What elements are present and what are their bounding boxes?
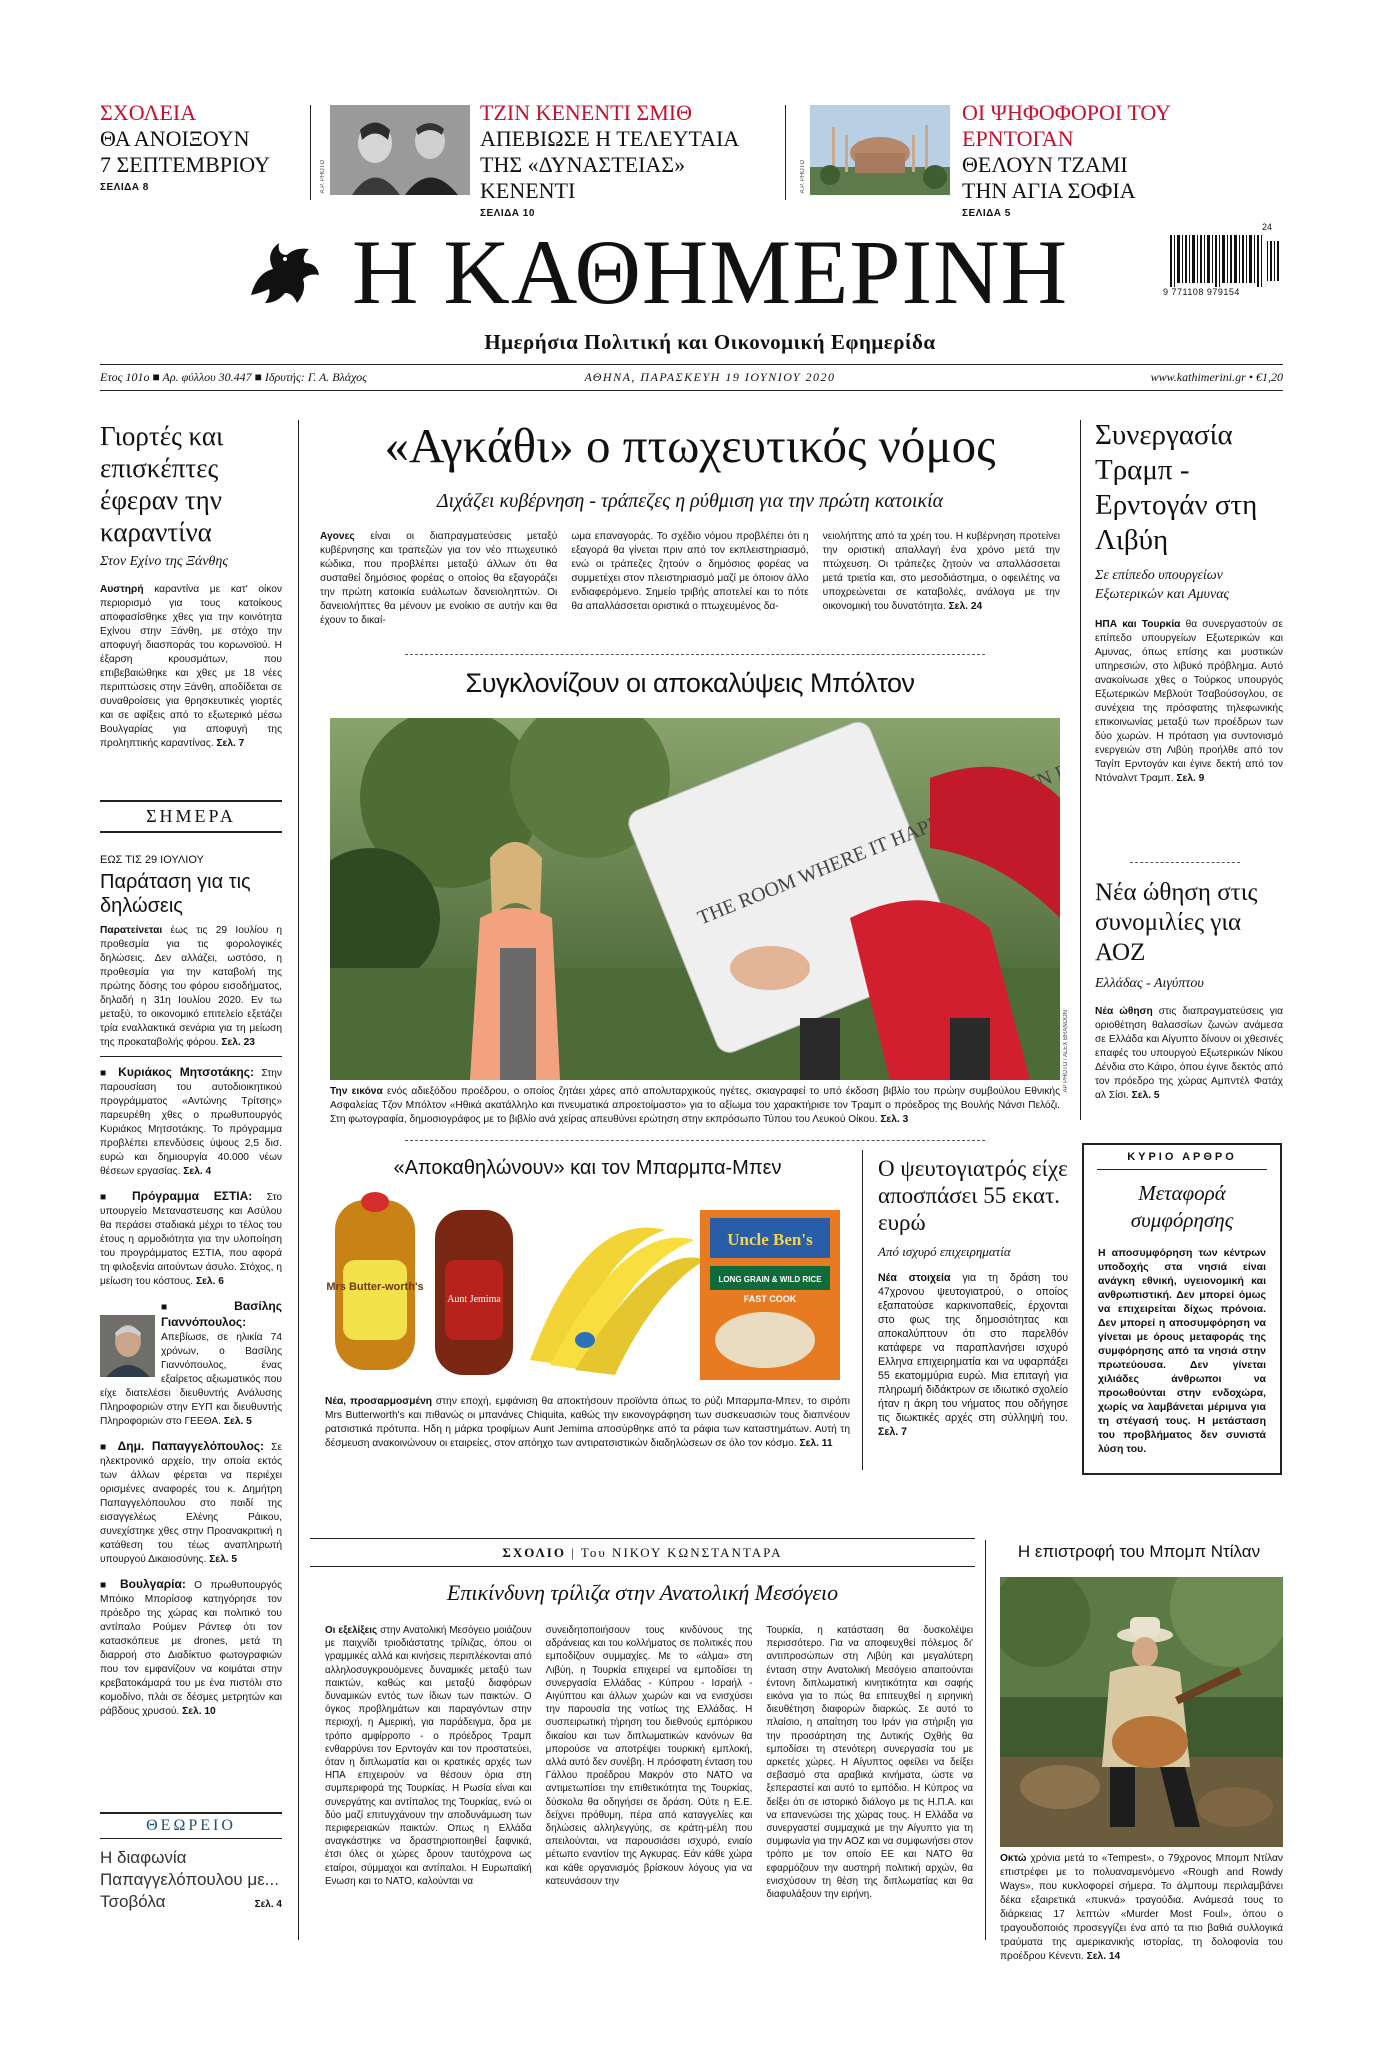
main-deck: Διχάζει κυβέρνηση - τράπεζες η ρύθμιση για την πρώτη κατοικία: [436, 490, 944, 512]
teaser-page-ref: ΣΕΛΙΔΑ 8: [100, 182, 149, 193]
masthead-subtitle: Ημερήσια Πολιτική και Οικονομική Εφημερίδα: [484, 330, 936, 354]
photo-headline[interactable]: Συγκλονίζουν οι αποκαλύψεις Μπόλτον: [465, 668, 915, 698]
commentary-header: ΣΧΟΛΙΟ | Του ΝΙΚΟΥ ΚΩΝΣΤΑΝΤΑΡΑ: [502, 1545, 783, 1560]
deadline-body: Παρατείνεται έως τις 29 Ιουλίου η προθεσμία για τις φορολογικές δηλώσεις. Δεν αλλάζει, ωστόσο, η προθεσμία για την καταβολή της πρώτης δόσης του φόρου εισοδήματος, δηλαδή η 31η Ιουλίου 2020. Εν τω μεταξύ, το οικονομικό επιτελείο εξετάζει τρία εναλλακτικά σενάρια για τη μείωση της προκαταβολής φόρου. Σελ. 23: [100, 925, 282, 1048]
brand-label: LONG GRAIN & WILD RICE: [718, 1275, 822, 1284]
brief-item[interactable]: ■ Βασίλης Γιαννόπουλος: Απεβίωσε, σε ηλικία 74 χρόνων, ο Βασίλης Γιαννόπουλος, ένας εξαίρετος αξιωματικός που είχε διατελέσει διευθυντής Ανάλυσης Πληροφοριών στην ΕΥΠ και διευθυντής Πληροφοριών στο ΓΕΕΘΑ. Σελ. 5: [100, 1299, 282, 1427]
teaser-headline-line: ΘΑ ΑΝΟΙΞΟΥΝ: [100, 126, 250, 151]
commentary-title[interactable]: Επικίνδυνη τρίλιζα στην Ανατολική Μεσόγειο: [446, 1580, 839, 1605]
dashed-divider: [1130, 862, 1240, 863]
teaser-schools[interactable]: [100, 100, 300, 193]
commentary-byline: Του ΝΙΚΟΥ ΚΩΝΣΤΑΝΤΑΡΑ: [580, 1545, 783, 1560]
commentary-col: Τουρκία, η κατάσταση θα δυσκολέψει περισσότερο. Για να αποφευχθεί πόλεμος δι' αντιπροσώπων στη Λιβύη και μεγαλύτερη ένταση στην Ανατολική Μεσόγειο απαιτούνται έντονη διπλωματική κινητικότητα και σαφής εικόνα για το πώς θα επιτευχθεί η ειρηνική διευθέτηση διαφορών διαρκώς. Σε αυτό το πλαίσιο, η απαίτηση του Ιράν για στήριξη για την προσάρτηση της Δυτικής Οχθής θα εμποδίσει τη στενότερη συνεργασία του με αρκετές χώρες. Η Αίγυπτος οφείλει να δείξει σεβασμό στα αραβικά κινήματα, ώστε να ξεπεραστεί και αυτό το εμπόδιο. Η Κύπρος να δείξει ότι σε ιστορικό διάλογο με τις Η.Π.Α. και να επανενώσει της χώρας τους. Η Ελλάδα να συνεργαστεί συμμαχικά με την Αίγυπτο για τη συμφωνία για την ΑΟΖ και να συμφωνήσει στον τρόπο με τον οποίο ΕΕ και ΝΑΤΟ θα εφαρμόζουν την αυστηρή πολιτική αρχών, θα ενισχύσουν τη θέση της διπλωματίας και θα διαφυλάξουν την ειρήνη.: [766, 1625, 974, 1901]
teaser-kicker: ΟΙ ΨΗΦΟΦΟΡΟΙ ΤΟΥ ΕΡΝΤΟΓΑΝ: [962, 100, 1171, 151]
dateline-right: www.kathimerini.gr • €1,20: [1150, 370, 1283, 384]
commentary-col: Οι εξελίξεις στην Ανατολική Μεσόγειο μοιάζουν με παιχνίδι τριοδιάστατης τρίλιζας, όπου οι γραμμικές αλλά και κινήσεις περιπλέκονται από αλληλοσυγκρουόμενες δυναμικές μεταξύ των παικτών, καθώς και μεταξύ διαφόρων δυναμικών εντός των ίδιων των παικτών. Ο όγκος προβλημάτων και παραγόντων στην περιοχή, η Αμερική, για παράδειγμα, δρα με τρόπο αμφίρροπο - ο πρόεδρος Τραμπ ενθαρρύνει τον Ερντογάν και τον προστατεύει, όταν η διπλωματία και οι κρατικές αρχές των ΗΠΑ επιχειρούν να θέσουν όρια στη συμπεριφορά της Τουρκίας. Η Ρωσία είναι και συνεργάτης και αντίπαλος της Τουρκίας, ενώ οι δύο μαζί επιτυγχάνουν την αποδυνάμωση των περιφερειακών παικτών. Οπως η Ελλάδα αναγκάστηκε να δραστηριοποιηθεί ξαφνικά, έτσι όλες οι χώρες δρουν ταυτόχρονα ως εταίροι, σύμμαχοι και αντίπαλοι. Η Ευρωπαϊκή Ενωση και το ΝΑΤΟ, καλούνται να: [325, 1625, 532, 1887]
theoreio-text: Η διαφωνία Παπαγγελόπουλου με... Τσοβόλα: [100, 1848, 279, 1911]
brand-label: Mrs Butter-worth's: [326, 1281, 424, 1293]
portrait-photo: [100, 1315, 155, 1377]
teaser-headline-line: ΘΕΛΟΥΝ ΤΖΑΜΙ: [962, 152, 1128, 177]
column-divider: [1080, 420, 1081, 1120]
column-divider: [985, 1540, 986, 1940]
teaser-page-ref: ΣΕΛΙΔΑ 10: [480, 208, 535, 219]
main-body-col: ωμα επαναγοράς. Το σχέδιο νόμου προβλέπει ότι η εξαγορά θα γίνεται πριν από τον εκπλειστηριασμό, ενώ οι τράπεζες ζητούν ο δημόσιος φορέας να συμμετέχει στον πλειστηριασμό μαζί με όποιον άλλο ενδιαφερόμενο. Σημείο τριβής αποτελεί και το πότε θα απαλλάσσεται οριστικά ο πτωχευμένος δα-: [571, 531, 809, 612]
dashed-divider: [405, 1140, 985, 1141]
story-subtitle: Σε επίπεδο υπουργείων Εξωτερικών και Αμυνας: [1095, 568, 1230, 602]
today-label: ΣΗΜΕΡΑ: [146, 806, 236, 826]
dylan-body: Οκτώ χρόνια μετά το «Tempest», ο 79χρονος Μπομπ Ντίλαν επιστρέφει με το πολυαναμενόμενο «Rough and Rowdy Ways», που κυκλοφορεί σήμερα. Το άλμπουμ περιλαμβάνει δέκα εξαιρετικά «πυκνά» τραγούδια. Ανάμεσά τους το διάρκειας 17 λεπτών «Murder Most Foul», όπου ο τραγουδοποιός προσεγγίζει ένα από τα πιο βαθιά συλλογικά τραύματα της αμερικανικής ιστορίας, τη δολοφονία του προέδρου Κένεντι. Σελ. 14: [1000, 1853, 1283, 1962]
main-body: [320, 530, 1060, 628]
dateline-center: ΑΘΗΝΑ, ΠΑΡΑΣΚΕΥΗ 19 ΙΟΥΝΙΟΥ 2020: [584, 370, 836, 384]
editorial-label: ΚΥΡΙΟ ΑΡΘΡΟ: [1127, 1151, 1237, 1163]
masthead-title: Η ΚΑΘΗΜΕΡΙΝΗ: [351, 221, 1069, 323]
dylan-photo: [1000, 1577, 1283, 1847]
main-headline[interactable]: «Αγκάθι» ο πτωχευτικός νόμος: [384, 418, 996, 473]
story-title: Συνεργασία Τραμπ - Ερντογάν στη Λιβύη: [1095, 419, 1258, 556]
main-body-col: νειολήπτης από τα χρέη του. Η κυβέρνηση προτείνει την οριστική απαλλαγή ένα χρόνο μετά την πτώχευση. Οι τράπεζες ζητούν να απαλλάσσεται μετά τριετία και, στο μεσοδιάστημα, ο οφειλέτης να υποχρεώνεται σε καταβολές, ανάλογα με την οικονομική του δυνατότητα. Σελ. 24: [822, 531, 1060, 612]
main-photo-bolton-book: [330, 718, 1060, 1080]
brands-caption: Νέα, προσαρμοσμένη στην εποχή, εμφάνιση θα αποκτήσουν προϊόντα όπως το ρύζι Μπαρμπα-Μπεν, το σιρόπι Mrs Butterworth's και πιθανώς οι μπανάνες Chiquita, καθώς την εικονογράφηση των συσκευασιών τους διαπνέουν ρατσιστικά πρότυπα. Ηδη η μάρκα τροφίμων Aunt Jemima αποσύρθηκε από τα ράφια των καταστημάτων. Αυτή τη δέσμευση ανακοινώνουν οι εταιρείες, στον απόηχο των αντιρατσιστικών διαδηλώσεων σε όλο τον κόσμο. Σελ. 11: [325, 1396, 851, 1449]
column-divider: [298, 420, 299, 1940]
editorial-title: Μεταφορά συμφόρησης: [1130, 1181, 1234, 1232]
deadline-kicker: ΕΩΣ ΤΙΣ 29 ΙΟΥΛΙΟΥ: [100, 854, 204, 866]
teaser-photo-kennedy: [330, 105, 470, 195]
dylan-title[interactable]: Η επιστροφή του Μπομπ Ντίλαν: [1017, 1542, 1261, 1561]
commentary-col: συνειδητοποιήσουν τους κινδύνους της αδράνειας και του κολλήματος σε πολιτικές που εμποδίζουν συμμαχίες. Με το «άλμα» στη Λιβύη, η Τουρκία επιχειρεί να εμποδίσει τη συνεργασία Ελλάδας - Κύπρου - Ισραήλ - Αιγύπτου και άλλων χωρών και να ενισχύσει την παρουσία της νοτίως της Ελλάδας. Η συσπειρωτική τήρηση του διεθνούς εμπόρικου δικαίου και των διπλωματικών κανόνων θα μπορούσε να αποτρέψει τουρκική εμπλοκή, αλλά αυτό δεν συνέβη. Η πρόσφατη ένταση του Γάλλου προέδρου Μακρόν στο ΝΑΤΟ να αντιμετωπίσει την επιθετικότητα της Τουρκίας, δύσκολα θα οδηγήσει σε δράση. Ούτε η Ε.Ε. δείχνει πρόθυμη, πέρα από καταγγελίες και δηλώσεις αλληλεγγύης, σε κράτη-μέλη που απειλούνται, να παρουσιάσει ισχυρό, ενιαίο μέτωπο εναντίον της Αγκυρας. Εάν κάθε χώρα και κάθε οργανισμός βρίσκουν λόγους για να κατευνάσουν την: [545, 1625, 753, 1887]
story-subtitle: Ελλάδας - Αιγύπτου: [1095, 976, 1204, 991]
theoreio-label: ΘΕΩΡΕΙΟ: [146, 1817, 236, 1834]
teaser-headline-line: ΤΗΝ ΑΓΙΑ ΣΟΦΙΑ: [962, 178, 1136, 203]
brand-label: Uncle Ben's: [727, 1230, 813, 1249]
left-column: [100, 420, 282, 751]
book-cover-text: THE ROOM WHERE IT: [694, 832, 892, 930]
divider: [310, 105, 311, 200]
rule: [100, 390, 1283, 391]
commentary-label: ΣΧΟΛΙΟ: [502, 1545, 566, 1560]
teaser-kennedy[interactable]: [480, 100, 780, 219]
right-lead-story[interactable]: [1095, 418, 1283, 786]
brand-label: FAST COOK: [743, 1294, 797, 1304]
main-photo-caption: Την εικόνα ενός αδιεξόδου προέδρου, ο οποίος ζητάει χάρες από απολυταρχικούς ηγέτες, σκιαγραφεί το υπό έκδοση βιβλίο του πρώην συμβούλου Εθνικής Ασφαλείας Τζον Μπόλτον «Ηθικά ακατάλληλο και πνευματικά απροετοίμαστο» για το αξίωμα του χαρακτήρισε τον Τραμπ ο πρόεδρος της Βουλής Νάνσι Πελόζι. Στη φωτογραφία, δημοσιογράφος με το βιβλίο ανά χείρας απευθύνει ερώτηση στην εκπρόσωπο Τύπου του Λευκού Οίκου. Σελ. 3: [330, 1086, 1060, 1125]
teaser-headline-line: 7 ΣΕΠΤΕΜΒΡΙΟΥ: [100, 152, 270, 177]
editorial-body: Η αποσυμφόρηση των κέντρων υποδοχής στα νησιά είναι ανάγκη εθνική, υγειονομική και ανθρωπιστική. Δεν μπορεί όμως να επιχειρείται δίχως πρόνοια. Δεν μπορεί η αποσυμφόρηση να γίνεται με όρους μεταφοράς της συμφόρησης από τα νησιά στην πρωτεύουσα. Δεν γίνεται χιλιάδες άνθρωποι να προωθούνται στην ενδοχώρα, χωρίς να λαμβάνεται μέριμνα για τη στέγασή τους. Η μετάσταση του προβλήματος δεν συνιστά λύση του.: [1098, 1247, 1266, 1455]
dateline-left: Ετος 101ο ■ Αρ. φύλλου 30.447 ■ Ιδρυτής: Γ. Α. Βλάχος: [100, 370, 367, 384]
teaser-kicker: ΤΖΙΝ ΚΕΝΕΝΤΙ ΣΜΙΘ: [480, 100, 692, 125]
commentary-body: [325, 1624, 973, 1901]
today-box: [100, 800, 282, 833]
rule: [310, 1566, 975, 1567]
main-body-col: Αγονες είναι οι διαπραγματεύσεις μεταξύ κυβέρνησης και τραπεζών για τον νέο πτωχευτικό κώδικα, που προβλέπει μεταξύ άλλων ότι θα συσταθεί δημόσιος φορέας ο οποίος θα εξαγοράζει την πρώτη κατοικία ευάλωτων δανειοληπτών. Οι δανειολήπτες θα μένουν με ενοίκιο σε αυτήν και θα έχουν το δικαί-: [320, 531, 558, 626]
logo-griffin-icon: [243, 233, 323, 313]
brief-item[interactable]: ■ Πρόγραμμα ΕΣΤΙΑ: Στο υπουργείο Μεταναστευσης και Ασύλου θα περάσει σταδιακά μέχρι το τέλος του έτους η αρμοδιότητα για την υλοποίηση του προγράμματος ΕΣΤΙΑ, που αφορά τη φιλοξενία αιτούντων άσυλο. Στόχος, η μείωση του κόστους. Σελ. 6: [100, 1189, 282, 1287]
story-body: Νέα στοιχεία για τη δράση του 47χρονου ψευτογιατρού, ο οποίος εξαπατούσε καρκινοπαθείς, έρχονται στο φως της δημοσιότητας και αποκαλύπτουν ότι στο παρελθόν κατάφερε να παραπλανήσει ισχυρό Ελληνα επιχειρηματία και να υφαρπάξει 55 εκατομμύρια ευρώ. Μια επιταγή για πληρωμή διδάκτρων σε ιδιωτικό σχολείο ήταν η άκρη του νήματος που οδήγησε τις διωκτικές αρχές στη σύλληψή του. Σελ. 7: [878, 1272, 1068, 1438]
theoreio-box[interactable]: [100, 1812, 282, 1910]
theoreio-ref: Σελ. 4: [254, 1899, 282, 1910]
photo-credit: AP PHOTO / ALEX BRANDON: [1063, 1010, 1069, 1093]
barcode-number: 9 771108 979154: [1163, 287, 1240, 297]
rule: [100, 364, 1283, 365]
brief-item[interactable]: ■ Δημ. Παπαγγελόπουλος: Σε ηλεκτρονικό αρχείο, την οποία εκτός των άλλων φέρεται να περιέχει ορισμένες αναφορές του κ. Δημήτρη Παπαγγελόπουλου στο παιδί της εισαγγελέως Ελένης Ράικου, συνεχίστηκε χθες στην Προανακριτική η κατάθεση του τέως αναπληρωτή υπουργού Δικαιοσύνης. Σελ. 5: [100, 1439, 283, 1565]
column-divider: [862, 1150, 863, 1470]
teaser-headline-line: ΤΗΣ «ΔΥΝΑΣΤΕΙΑΣ» ΚΕΝΕΝΤΙ: [480, 152, 686, 203]
dashed-divider: [405, 654, 985, 655]
teaser-headline-line: ΑΠΕΒΙΩΣΕ Η ΤΕΛΕΥΤΑΙΑ: [480, 126, 740, 151]
teaser-photo-hagia-sophia: [810, 105, 950, 195]
editorial-box[interactable]: [1082, 1143, 1282, 1475]
story-body: Νέα ώθηση στις διαπραγματεύσεις για οριοθέτηση θαλασσίων ζωνών ανάμεσα σε Ελλάδα και Αίγυπτο δίνουν οι χθεσινές επαφές του υπουργού Εξωτερικών Νίκου Δένδια στο Κάιρο, όπου έγινε δεκτός από τον πρόεδρο της χώρας Αμπντέλ Φατάχ αλ Σίσι. Σελ. 5: [1095, 1006, 1283, 1101]
lead-story-subtitle: Στον Εχίνο της Ξάνθης: [100, 554, 229, 569]
brief-item[interactable]: ■ Κυριάκος Μητσοτάκης: Στην παρουσίαση του αυτοδιοικητικού προγράμματος «Αντώνης Τρίτσης» παρευρέθη χθες ο πρωθυπουργός Κυριάκος Μητσοτάκης. Το πρόγραμμα προβλέπει επενδύσεις ύψους 2,5 δισ. ευρώ και δημιουργία 40.000 νέων θέσεων εργασίας. Σελ. 4: [100, 1065, 282, 1177]
left-briefs: [100, 854, 282, 1729]
story-title: Νέα ώθηση στις συνομιλίες για ΑΟΖ: [1095, 879, 1258, 966]
story-body: ΗΠΑ και Τουρκία θα συνεργαστούν σε επίπεδο υπουργείων Εξωτερικών και Αμυνας, όπως επίσης και μυστικών υπηρεσιών, στο λιβυκό πρόβλημα. Αυτό ανακοίνωσε χθες ο Τούρκος υπουργός Εξωτερικών Μεβλούτ Τσαβούσογλου, σε συνέχεια της πρόσφατης τηλεφωνικής επικοινωνίας μεταξύ των προέδρων των δύο χωρών. Η πρόταση για συντονισμό ενεργειών στη Λιβύη προήλθε από τον Ταγίπ Ερντογάν και έγινε δεκτή από τον Ντόναλντ Τραμπ. Σελ. 9: [1095, 619, 1283, 784]
photo-credit: A.P. PHOTO: [800, 160, 806, 194]
brief-item[interactable]: ■ Βουλγαρία: Ο πρωθυπουργός Μπόικο Μπορίσοφ κατηγόρησε τον πρόεδρο της χώρας και πολιτικό του αντίπαλο Ρούμεν Ράντεφ ότι τον κατασκόπευε με drones, μετά τη διαρροή στο Διαδίκτυο φωτογραφιών που τον εμφανίζουν να κοιμάται στην κρεβατοκάμαρά του με ένα πιστόλι στο κομοδίνο, πλάι σε δέσμες μετρητών και ράβδους χρυσού. Σελ. 10: [100, 1577, 283, 1717]
teaser-page-ref: ΣΕΛΙΔΑ 5: [962, 208, 1011, 219]
teaser-erdogan[interactable]: [962, 100, 1282, 219]
story-title: Ο ψευτογιατρός είχε αποσπάσει 55 εκατ. ευρώ: [878, 1156, 1068, 1235]
photo-credit: A.P. PHOTO: [320, 160, 326, 194]
aoz-story[interactable]: [1095, 878, 1283, 1103]
fake-doctor-story[interactable]: [878, 1155, 1068, 1439]
lead-story-body: Αυστηρή καραντίνα με κατ' οίκον περιορισμό για τους κατοίκους αποφασίσθηκε χθες για την κοινότητα Εχίνου στην Ξάνθη, με στόχο την αποφυγή διασποράς του κορωνοϊού. Η έξαρση κρουσμάτων, που επιβεβαιώθηκε και χθες με 18 νέες περιπτώσεις στην Ξάνθη, αποδίδεται σε συναθροίσεις για θρησκευτικές γιορτές και σε αφίξεις από το εξωτερικό μέσω Βουλγαρίας για αποφυγή της προληπτικής καραντίνας. Σελ. 7: [100, 584, 282, 749]
rule: [310, 1538, 975, 1539]
brands-photo: [325, 1190, 850, 1390]
teaser-kicker: ΣΧΟΛΕΙΑ: [100, 100, 197, 125]
brands-headline[interactable]: «Αποκαθηλώνουν» και τον Μπαρμπα-Μπεν: [393, 1157, 782, 1179]
barcode-issue: 24: [1262, 222, 1273, 232]
story-subtitle: Από ισχυρό επιχειρηματία: [878, 1244, 1011, 1259]
brand-label: Aunt Jemima: [447, 1294, 501, 1305]
divider: [785, 105, 786, 200]
lead-story-title[interactable]: Γιορτές και επισκέπτες έφεραν την καραντίνα: [100, 421, 224, 547]
deadline-title[interactable]: Παράταση για τις δηλώσεις: [100, 871, 251, 917]
